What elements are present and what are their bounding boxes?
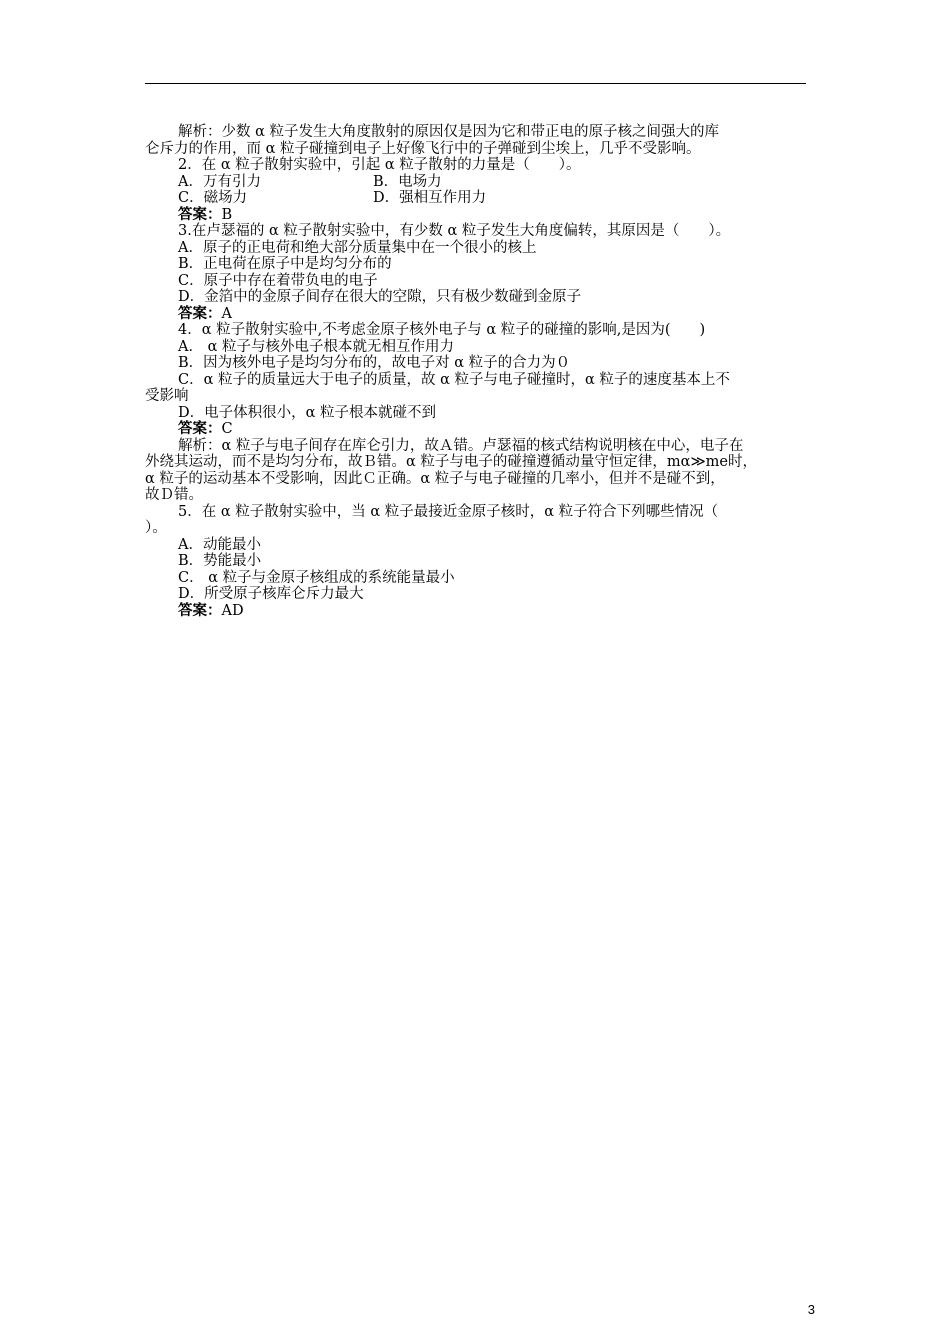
analysis-line: α 粒子的运动基本不受影响，因此Ｃ正确。α 粒子与电子碰撞的几率小，但并不是碰不到， [145,470,725,487]
option-b: B．势能最小 [178,553,262,569]
question-5-stem-continued: ）。 [145,520,167,536]
answer-label: 答案： [178,304,222,322]
option-c-continued: 受影响 [145,388,189,404]
answer-value: A [221,305,232,322]
option-a: A．原子的正电荷和绝大部分质量集中在一个很小的核上 [178,239,537,256]
question-3-stem: 3.在卢瑟福的 α 粒子散射实验中，有少数 α 粒子发生大角度偏转，其原因是（ ）。 [178,223,731,239]
question-3-answer [145,306,810,323]
page-number: 3 [807,1302,815,1317]
analysis-line: 解析：少数 α 粒子发生大角度散射的原因仅是因为它和带正电的原子核之间强大的库 [178,124,720,140]
answer-value: AD [221,602,244,619]
option-a: A． α 粒子与核外电子根本就无相互作用力 [178,338,454,355]
option-c: C．α 粒子的质量远大于电子的质量，故 α 粒子与电子碰撞时，α 粒子的速度基本上不 [178,371,730,388]
option-c: C．磁场力 [178,190,248,206]
question-2-stem: 2．在 α 粒子散射实验中，引起 α 粒子散射的力量是（ ）。 [178,157,581,173]
question-5-stem: 5．在 α 粒子散射实验中，当 α 粒子最接近金原子核时，α 粒子符合下列哪些情况（ [178,503,719,520]
question-4-stem: 4．α 粒子散射实验中,不考虑金原子核外电子与 α 粒子的碰撞的影响,是因为( ) [178,322,706,338]
analysis-line: 外绕其运动，而不是均匀分布，故Ｂ错。α 粒子与电子的碰撞遵循动量守恒定律，mα≫me时， [145,454,757,470]
option-b: B．因为核外电子是均匀分布的，故电子对 α 粒子的合力为０ [178,355,571,371]
option-c: C． α 粒子与金原子核组成的系统能量最小 [178,569,455,586]
option-b: B．正电荷在原子中是均匀分布的 [178,256,392,272]
option-d: D．金箔中的金原子间存在很大的空隙，只有极少数碰到金原子 [178,289,582,305]
analysis-line: 解析：α 粒子与电子间存在库仑引力，故Ａ错。卢瑟福的核式结构说明核在中心，电子在 [178,437,744,454]
question-4-answer [145,421,810,438]
document-body [145,124,810,619]
option-a: A．万有引力 [178,173,261,190]
question-5-answer [145,603,810,620]
question-2-options-row-2 [145,190,810,207]
option-a: A．动能最小 [178,536,261,553]
question-2-options-row-1 [145,174,810,191]
option-c: C．原子中存在着带负电的电子 [178,272,378,289]
option-d: D．强相互作用力 [373,190,487,206]
answer-label: 答案： [178,205,222,223]
answer-value: B [221,206,233,223]
option-d: D．电子体积很小，α 粒子根本就碰不到 [178,404,437,421]
analysis-line: 故Ｄ错。 [145,487,203,503]
analysis-line: 仑斥力的作用，而 α 粒子碰撞到电子上好像飞行中的子弹碰到尘埃上，几乎不受影响。 [145,140,701,157]
header-rule [145,83,806,84]
answer-value: C [221,421,233,437]
option-b: B．电场力 [373,173,442,190]
option-d: D．所受原子核库仑斥力最大 [178,586,364,602]
answer-label: 答案： [178,601,222,619]
question-2-answer [145,207,810,224]
answer-label: 答案： [178,420,222,437]
